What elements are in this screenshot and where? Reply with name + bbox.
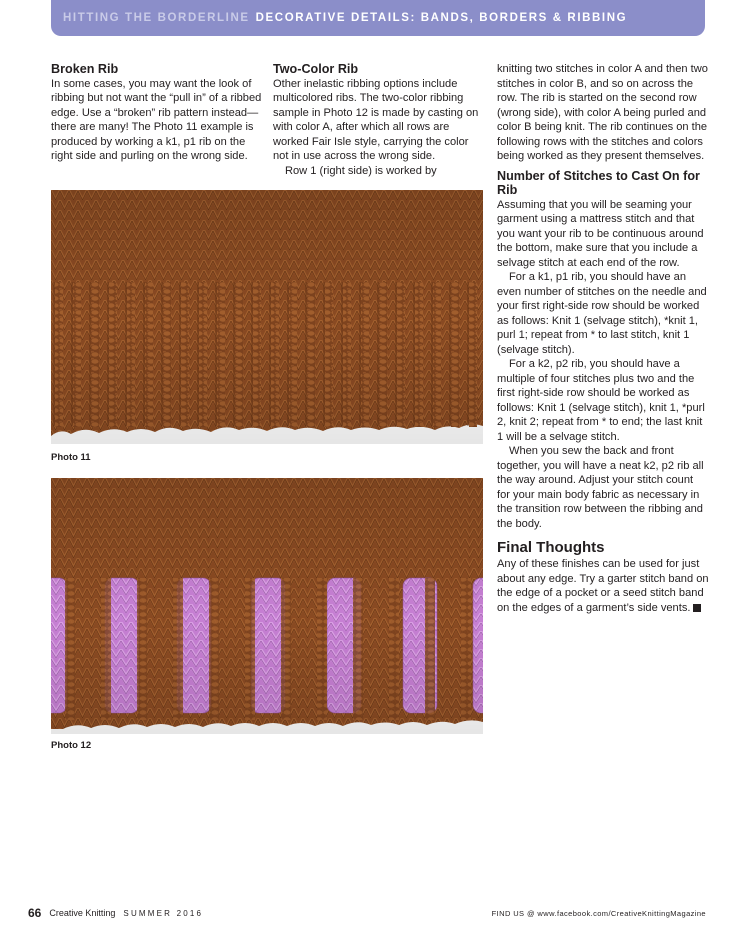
heading-final-thoughts: Final Thoughts bbox=[497, 539, 605, 556]
issue-label: SUMMER 2016 bbox=[123, 908, 204, 918]
section-title: HITTING THE BORDERLINE bbox=[63, 12, 250, 24]
column-1 bbox=[51, 62, 263, 164]
photo-12 bbox=[51, 478, 483, 734]
photo-12-caption: Photo 12 bbox=[51, 740, 92, 751]
cast-on-paragraph-4: When you sew the back and front together, you will have a neat k2, p2 rib all the way around. Adjust your stitch count for your main body fabric as necessary in the transition row between the ribbing and the body. bbox=[497, 445, 704, 530]
row1-paragraph: Row 1 (right side) is worked by bbox=[285, 164, 437, 177]
page-number: 66 bbox=[28, 906, 42, 920]
column-3 bbox=[497, 62, 709, 615]
cast-on-paragraph-2: For a k1, p1 rib, you should have an even number of stitches on the needle and your first right-side row should be worked as follows: Knit 1 (selvage stitch), *knit 1, purl 1; repeat from * to last stitch, knit 1 (selvage stitch). bbox=[497, 271, 707, 356]
photo-11-caption: Photo 11 bbox=[51, 452, 91, 463]
end-mark-icon bbox=[693, 604, 701, 612]
page-footer bbox=[28, 906, 706, 920]
broken-rib-paragraph: In some cases, you may want the look of ribbing but not want the “pull in” of a ribbed edge. Use a “broken” rib pattern instead— there are many! The Photo 11 example is produced by working a k1, p1 rib on the right side and purling on the wrong side. bbox=[51, 77, 262, 162]
topic-title: DECORATIVE DETAILS: BANDS, BORDERS & RIBBING bbox=[255, 12, 628, 24]
cast-on-paragraph-1: Assuming that you will be seaming your garment using a mattress stitch and that you want your rib to be continuous around the bottom, make sure that you include a selvage stitch at each end of the row. bbox=[497, 198, 704, 269]
heading-cast-on: Number of Stitches to Cast On for Rib bbox=[497, 168, 700, 197]
continued-paragraph: knitting two stitches in color A and then two stitches in color B, and so on across the row. The rib is started on the second row (wrong side), with color A being purled and color B being knit. The rib continues on the following rows with the stitches and colors being worked as they present themselves. bbox=[497, 63, 708, 162]
column-2 bbox=[273, 62, 485, 178]
photo-11-knit-image bbox=[51, 190, 483, 444]
photo-12-knit-image bbox=[51, 478, 483, 734]
final-thoughts-paragraph: Any of these finishes can be used for just about any edge. Try a garter stitch band on the edge of a pocket or a seed stitch band on the edges of a garment’s side vents. bbox=[497, 558, 709, 614]
heading-broken-rib: Broken Rib bbox=[51, 62, 119, 76]
heading-two-color-rib: Two-Color Rib bbox=[273, 62, 359, 76]
two-color-rib-paragraph: Other inelastic ribbing options include multicolored ribs. The two-color ribbing sample in Photo 12 is made by casting on with color A, after which all rows are worked Fair Isle style, carrying the color not in use across the wrong side. bbox=[273, 77, 479, 162]
cast-on-paragraph-3: For a k2, p2 rib, you should have a multiple of four stitches plus two and the first right-side row should be worked as follows: Knit 1 (selvage stitch), knit 1, *purl 2, knit 2; repeat from * to end; the last knit 1 will be a selvage stitch. bbox=[497, 358, 705, 443]
find-us-link[interactable]: FIND US @ www.facebook.com/CreativeKnittingMagazine bbox=[491, 908, 706, 918]
header-banner bbox=[51, 0, 705, 36]
photo-11 bbox=[51, 190, 483, 444]
magazine-name: Creative Knitting bbox=[49, 908, 116, 918]
